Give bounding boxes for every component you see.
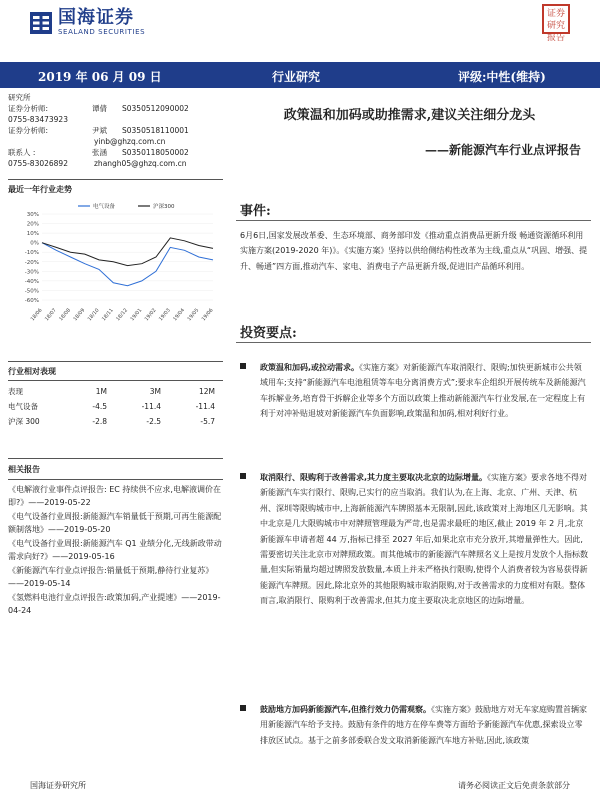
y-tick-label: -10% xyxy=(24,250,39,257)
contact-name: 尹斌 xyxy=(92,126,107,135)
table-cell: -11.4 xyxy=(141,402,161,411)
contact-license: S0350118050002 xyxy=(122,148,189,157)
contact-role: 联系人 : xyxy=(8,148,36,157)
table-header: 12M xyxy=(198,387,215,396)
report-link[interactable]: 《氢燃料电池行业点评报告:政策加码,产业提速》——2019-04-24 xyxy=(8,593,221,615)
chart-title: 最近一年行业走势 xyxy=(8,185,72,194)
report-link[interactable]: 《电气设备行业周报:新能源汽车 Q1 业绩分化,无线新政带动需求向好?》——2019-05-16 xyxy=(8,539,222,561)
report-titles xyxy=(232,92,587,158)
analyst-contacts xyxy=(8,92,223,195)
divider xyxy=(8,458,223,459)
table-row xyxy=(8,399,223,414)
industry-trend-chart xyxy=(8,200,223,330)
x-tick-label: 19/01 xyxy=(129,307,144,323)
divider xyxy=(236,220,591,221)
brand-name-cn: 国海证券 xyxy=(58,7,134,28)
point-text: 《实施方案》鼓励地方对无车家庭购置首辆家用新能源汽车给予支持。鼓励有条件的地方在停车费等方面给予新能源汽车优惠,探索设立零排放区试点。基于之前多部委联合发文取消新能源汽车地方补贴,因此,该政策 xyxy=(260,705,588,745)
research-seal: 证券研究报告 xyxy=(542,4,570,34)
event-text: 6月6日,国家发展改革委、生态环境部、商务部印发《推动重点消费品更新升级 畅通资源循环利用实施方案(2019-2020 年)》。《实施方案》坚持以供给侧结构性改革为主线,重点从“巩固、增强、提升、畅通”四方面,推动汽车、家电、消费电子产品更新升级,促进旧产品循环利用。 xyxy=(240,231,588,271)
table-row xyxy=(8,414,223,429)
contact-name: 张涵 xyxy=(92,148,107,157)
table-cell: -4.5 xyxy=(92,402,108,411)
logo-mark-icon xyxy=(30,12,52,34)
divider xyxy=(236,342,591,343)
point-lead: 鼓励地方加码新能源汽车,但推行效力仍需观察。 xyxy=(260,705,432,714)
points-heading: 投资要点: xyxy=(240,326,297,341)
footer-right: 请务必阅读正文后免责条款部分 xyxy=(458,781,570,790)
contact-role: 证券分析师: xyxy=(8,104,49,113)
x-tick-label: 19/05 xyxy=(186,307,201,323)
x-tick-label: 18/09 xyxy=(72,307,87,323)
perf-title: 行业相对表现 xyxy=(8,367,56,376)
table-header: 3M xyxy=(149,387,161,396)
y-tick-label: 0% xyxy=(30,240,39,247)
square-bullet-icon xyxy=(236,360,260,422)
contact-row xyxy=(8,158,223,169)
y-tick-label: -20% xyxy=(24,259,39,266)
investment-point xyxy=(236,470,588,609)
table-cell: 沪深 300 xyxy=(8,417,40,426)
report-rating: 评级:中性(维持) xyxy=(458,70,546,84)
x-tick-label: 18/12 xyxy=(115,307,130,323)
point-text: 《实施方案》对新能源汽车取消限行、限购;加快更新城市公共领域用车;支持“新能源汽车电池租赁等车电分离消费方式”;要求车企组织开展传统车及新能源汽车拆解业务,培育骨干拆解企业等多个方面以政策上推动新能源汽车行业发展,在一定程度上有利于对冲补贴退坡对新能源汽车负面影响,政策温和加码,相对利好行业。 xyxy=(260,363,586,419)
contact-row xyxy=(8,147,223,158)
point-text: 《实施方案》要求各地不得对新能源汽车实行限行、限购,已实行的应当取消。我们认为,在上海、北京、广州、天津、杭州、深圳等限购城市中,上海新能源汽车牌照基本无限制,因此,该政策对上海地区几无影响。其中北京是几大限购城市中对牌照管理最为严苛,也是需求最旺的地区,截止 2019 年 2 月,北京新能源车申请者超 44 万,指标已排至 2027 年后,如果北京市充分放开,其增量弹性大。因此,需要密切关注北京市对牌照政策。而其他城市的新能源汽车牌照名义上是按月发放个人指标数量,但实际销量均超过牌照发放数量,本质上并未严格执行限购,使得个人消费者较为容易获得新能源汽车牌照。因此,除北京外的其他限购城市取消限购,对于改善需求的力度相对有限。整体而言,取消限行、限购利于改善需求,但其力度主要取决北京地区的边际增量。 xyxy=(260,473,588,606)
x-tick-label: 18/08 xyxy=(58,307,73,323)
related-reports xyxy=(8,455,223,618)
trend-chart-svg xyxy=(8,200,223,330)
footer-left: 国海证券研究所 xyxy=(30,781,86,790)
contact-email[interactable]: zhangh05@ghzq.com.cn xyxy=(94,159,187,168)
contact-phone: 0755-83026892 xyxy=(8,159,68,168)
report-date: 2019 年 06 月 09 日 xyxy=(38,70,162,84)
x-tick-label: 19/03 xyxy=(157,307,172,323)
contact-email[interactable]: yinb@ghzq.com.cn xyxy=(94,137,166,146)
table-header: 表现 xyxy=(8,387,23,396)
contact-phone: 0755-83473923 xyxy=(8,115,68,124)
divider xyxy=(8,479,223,480)
y-tick-label: -40% xyxy=(24,278,39,285)
point-lead: 政策温和加码,或拉动需求。 xyxy=(260,363,360,372)
y-tick-label: -50% xyxy=(24,288,39,295)
x-tick-label: 19/04 xyxy=(172,307,187,323)
contact-role: 证券分析师: xyxy=(8,126,49,135)
x-tick-label: 18/06 xyxy=(29,307,44,323)
point-lead: 取消限行、限购利于改善需求,其力度主要取决北京的边际增量。 xyxy=(260,473,488,482)
legend-label: 电气设备 xyxy=(93,204,116,210)
table-cell: -2.8 xyxy=(92,417,108,426)
legend-label: 沪深300 xyxy=(153,204,175,210)
investment-point xyxy=(236,360,588,422)
brand-logo xyxy=(30,8,145,37)
event-heading: 事件: xyxy=(240,204,271,219)
square-bullet-icon xyxy=(236,470,260,609)
info-bar xyxy=(0,62,600,88)
contact-license: S0350518110001 xyxy=(122,126,189,135)
table-header: 1M xyxy=(95,387,108,396)
divider xyxy=(8,361,223,362)
investment-point xyxy=(236,702,588,764)
x-tick-label: 18/10 xyxy=(86,307,101,323)
institute-label: 研究所 xyxy=(8,93,31,102)
divider xyxy=(8,179,223,180)
x-tick-label: 18/07 xyxy=(43,307,58,323)
y-tick-label: -60% xyxy=(24,298,39,304)
report-title: 政策温和加码或助推需求,建议关注细分龙头 xyxy=(283,108,536,123)
y-tick-label: 10% xyxy=(26,231,39,238)
relative-performance xyxy=(8,358,223,429)
report-link[interactable]: 《电气设备行业周报:新能源汽车销量低于预期,可再生能源配额制落地》——2019-05-20 xyxy=(8,512,222,534)
y-tick-label: 20% xyxy=(26,221,39,228)
series-line xyxy=(42,243,213,286)
table-cell: -11.4 xyxy=(195,402,215,411)
x-tick-label: 19/02 xyxy=(143,307,158,323)
contact-row xyxy=(8,103,223,114)
brand-name-en: SEALAND SECURITIES xyxy=(58,28,146,36)
table-cell: -5.7 xyxy=(200,417,215,426)
x-tick-label: 18/11 xyxy=(100,307,115,323)
y-tick-label: -30% xyxy=(24,269,39,276)
report-link[interactable]: 《新能源汽车行业点评报告:销量低于预期,静待行业复苏》——2019-05-14 xyxy=(8,566,214,588)
table-cell: 电气设备 xyxy=(8,402,38,411)
table-cell: -2.5 xyxy=(146,417,161,426)
contact-name: 谭倩 xyxy=(92,104,107,113)
divider xyxy=(8,380,223,381)
report-subtitle: ——新能源汽车行业点评报告 xyxy=(424,143,581,157)
perf-table xyxy=(8,384,223,429)
y-tick-label: 30% xyxy=(26,212,39,218)
table-header-row xyxy=(8,384,223,399)
report-link[interactable]: 《电解液行业事件点评报告: EC 持续供不应求,电解液调价在即?》——2019-05-22 xyxy=(8,485,221,507)
report-category: 行业研究 xyxy=(272,70,321,84)
contact-row xyxy=(8,125,223,136)
reports-title: 相关报告 xyxy=(8,465,40,474)
contact-license: S0350512090002 xyxy=(122,104,189,113)
square-bullet-icon xyxy=(236,702,260,764)
x-tick-label: 19/06 xyxy=(200,307,215,323)
